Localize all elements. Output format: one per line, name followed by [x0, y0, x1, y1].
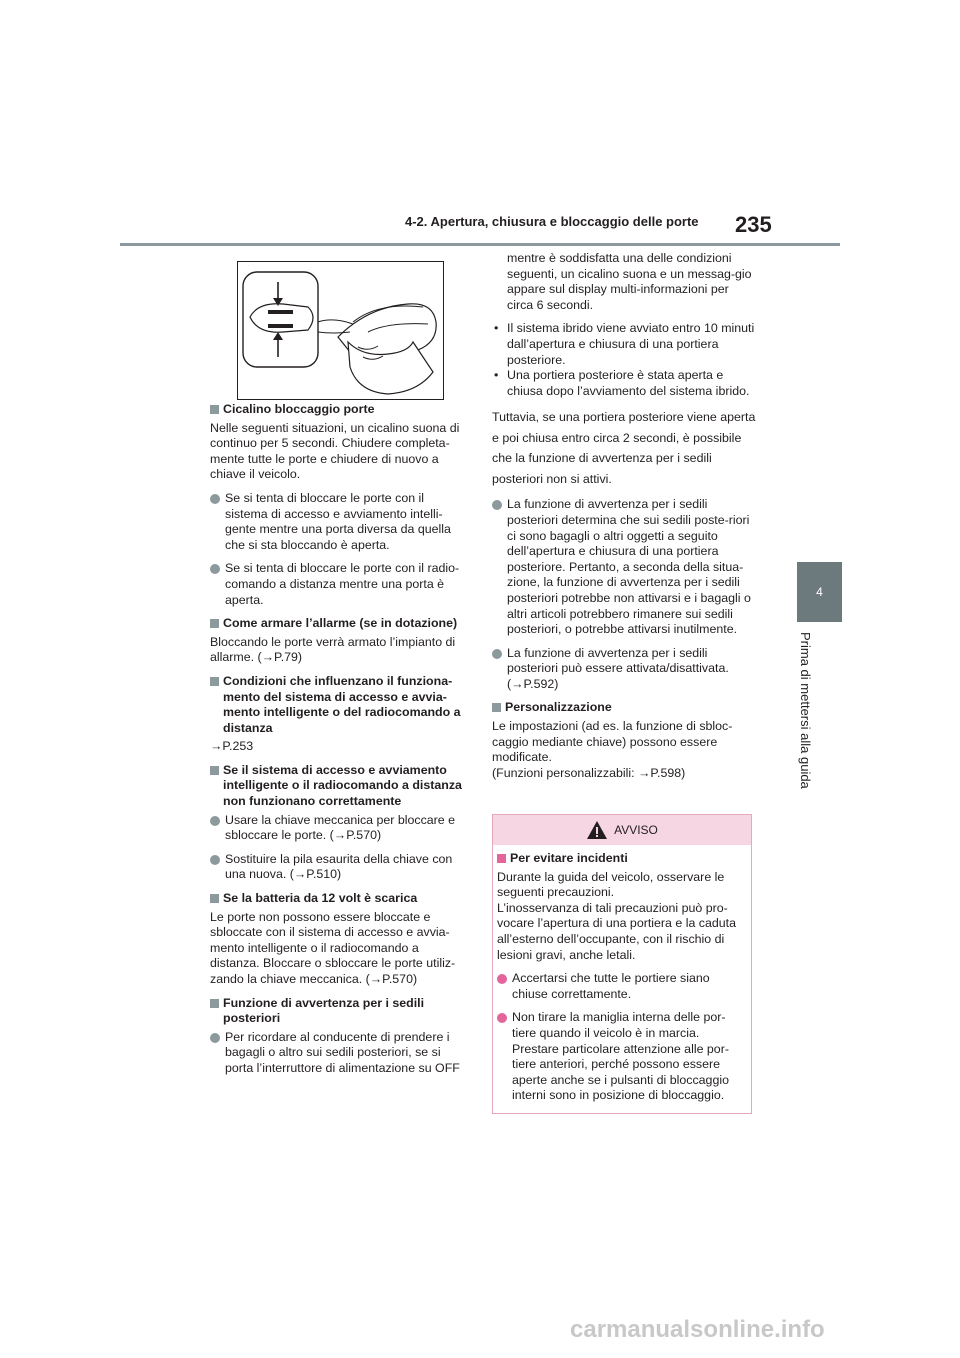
chapter-title: Prima di mettersi alla guida [798, 632, 813, 789]
page-number: 235 [735, 212, 772, 237]
paragraph: Bloccando le porte verrà armato l’impianto di allarme. (→P.79) [210, 634, 456, 665]
heading-avoid-accidents: Per evitare incidenti [497, 851, 747, 867]
heading-malfunction: Se il sistema di accesso e avviamento intelligente o il radiocomando a distanza non funzionano correttamente [210, 763, 470, 810]
left-column [210, 402, 470, 1085]
chapter-tab: 4 [797, 562, 842, 622]
paragraph: (Funzioni personalizzabili: →P.598) [492, 765, 686, 780]
paragraph: mentre è soddisfatta una delle condizioni seguenti, un cicalino suona e un messag-gio appare sul display multi-informazioni per circa 6 secondi. [507, 251, 752, 312]
paragraph: Tuttavia, se una portiera posteriore viene aperta e poi chiusa entro circa 2 secondi, è possibile che la funzione di avvertenza per i sedili posteriori non si attivi. [492, 410, 756, 486]
dot-item: • Il sistema ibrido viene avviato entro 10 minuti dall’apertura e chiusura di una portiera posteriore. [492, 321, 756, 368]
bullet-item: Sostituire la pila esaurita della chiave con una nuova. (→P.510) [210, 852, 470, 883]
paragraph: Nelle seguenti situazioni, un cicalino suona di continuo per 5 secondi. Chiudere completa-mente tutte le porte e chiudere di nuovo a chiave il veicolo. [210, 420, 460, 482]
right-column [492, 251, 756, 789]
warning-title: AVVISO [614, 823, 658, 837]
section-title: 4-2. Apertura, chiusura e bloccaggio delle porte [405, 214, 699, 229]
heading-battery-discharged: Se la batteria da 12 volt è scarica [210, 891, 470, 907]
heading-lock-buzzer: Cicalino bloccaggio porte [210, 402, 470, 418]
paragraph: Le porte non possono essere bloccate e sbloccate con il sistema di accesso e avvia-mento intelligente o il radiocomando a distanza. Bloccare o sbloccare le porte utiliz-zando la chiave meccanica. (→P.570) [210, 909, 456, 986]
paragraph: Durante la guida del veicolo, osservare le seguenti precauzioni. [497, 869, 725, 900]
heading-arm-alarm: Come armare l’allarme (se in dotazione) [210, 616, 470, 632]
bullet-item: Per ricordare al conducente di prendere i bagagli o altro sui sedili posteriori, se si porta l’interruttore di alimentazione su OFF [210, 1030, 470, 1077]
bullet-item: La funzione di avvertenza per i sedili posteriori determina che sui sedili poste-riori ci sono bagagli o altri oggetti a seguito dell’apertura e chiusura di una portiera posteriore. Pertanto, a seconda della situa-zione, la funzione di avvertenza per i sedili posteriori potrebbe non attivarsi e i bagagli o altri articoli potrebbero rimanere sui sedili posteriori, o potrebbe attivarsi inutilmente. [492, 497, 756, 637]
heading-rear-seat-reminder: Funzione di avvertenza per i sedili posteriori [210, 996, 470, 1027]
bullet-item: Accertarsi che tutte le portiere siano chiuse correttamente. [497, 971, 747, 1002]
warning-triangle-icon [586, 820, 608, 840]
warning-header [493, 815, 751, 845]
heading-personalization: Personalizzazione [492, 700, 756, 716]
header-rule [120, 243, 840, 246]
paragraph: L’inosservanza di tali precauzioni può pro-vocare l’apertura di una portiera e la caduta all’esterno dell’occupante, con il rischio di lesioni gravi, anche letali. [497, 900, 737, 962]
paragraph: Le impostazioni (ad es. la funzione di sbloc-caggio mediante chiave) possono essere modificate. [492, 719, 733, 765]
bullet-item: Usare la chiave meccanica per bloccare e sbloccare le porte. (→P.570) [210, 813, 470, 844]
bullet-item: Se si tenta di bloccare le porte con il sistema di accesso e avviamento intelli-gente mentre una porta diversa da quella che si sta bloccando è aperta. [210, 491, 470, 553]
door-handle-illustration [237, 261, 444, 400]
warning-body [493, 845, 751, 1104]
heading-conditions: Condizioni che influenzano il funziona-mento del sistema di accesso e avvia-mento intelligente o del radiocomando a distanza [210, 674, 470, 736]
bullet-item: Se si tenta di bloccare le porte con il radio-comando a distanza mentre una porta è aperta. [210, 561, 470, 608]
hand-on-door-handle-icon [238, 262, 443, 399]
watermark: carmanualsonline.info [570, 1316, 825, 1343]
bullet-item: La funzione di avvertenza per i sedili posteriori può essere attivata/disattivata. (→P.592) [492, 646, 756, 693]
paragraph: →P.253 [210, 739, 254, 754]
warning-box [492, 814, 752, 1114]
bullet-item: Non tirare la maniglia interna delle por-tiere quando il veicolo è in marcia. Prestare particolare attenzione alle por-tiere anteriori, perché possono essere aperte anche se i pulsanti di bloccaggio interni sono in posizione di bloccaggio. [497, 1010, 747, 1104]
dot-item: • Una portiera posteriore è stata aperta e chiusa dopo l’avviamento del sistema ibrido. [492, 368, 756, 399]
